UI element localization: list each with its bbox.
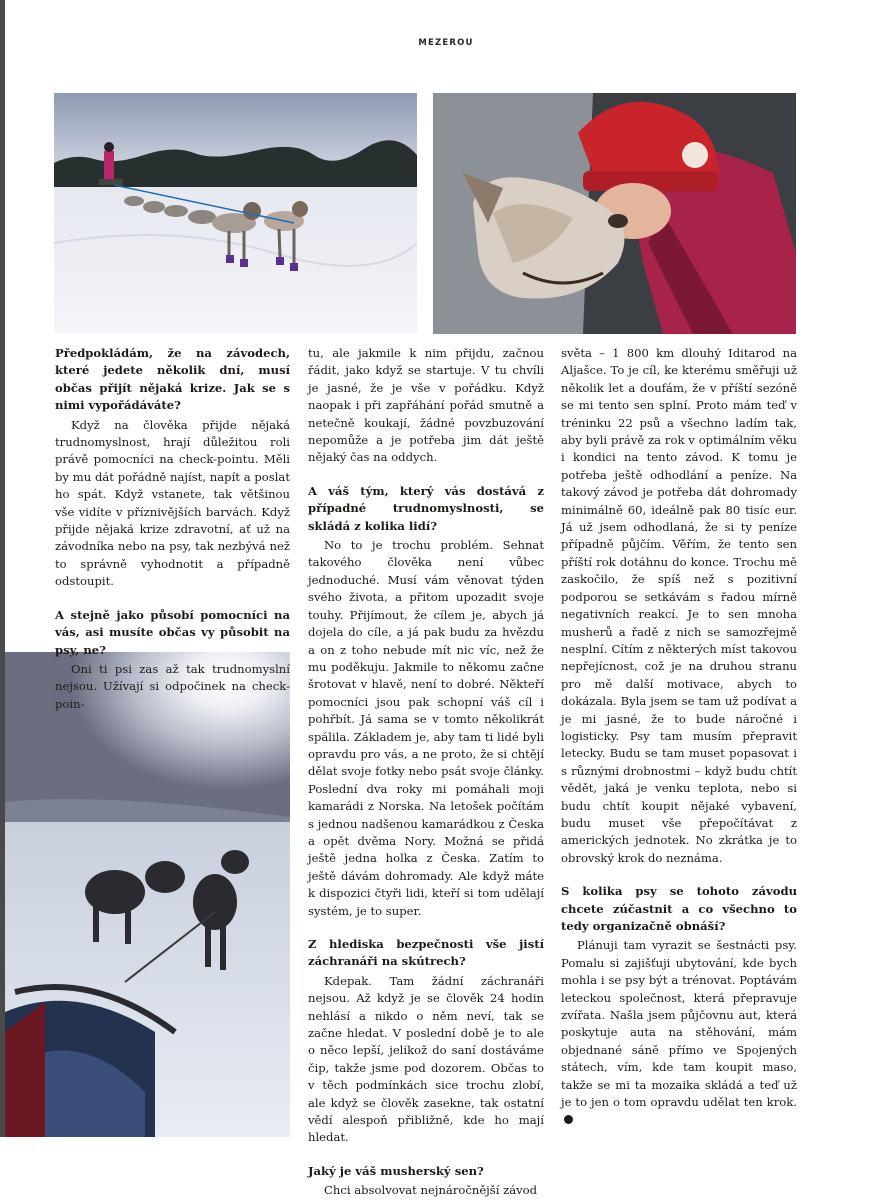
dog-sled-team-photo bbox=[54, 93, 417, 333]
musher-kissing-husky-photo bbox=[433, 93, 796, 334]
interview-question: Jaký je váš musherský sen? bbox=[308, 1163, 484, 1178]
interview-answer: světa – 1 800 km dlouhý Iditarod na Aljašce. To je cíl, ke kterému směřuji už několik let a doufám, že v příští sezóně se mi tento sen splní. Proto mám teď v tréninku 22 psů a všechno ladím tak, aby byli právě za rok v optimálním věku i kondici na tento závod. K tomu je potřeba ještě odhodlání a peníze. Na takový závod je potřeba dát dohromady minimálně 60, ideálně pak 80 tisíc eur. Já už jsem odhodlaná, že si ty peníze případně půjčím. Věřím, že tento sen příští rok dotáhnu do konce. Trochu mě zaskočilo, že spíš než s pozitivní podporou se setkávám s řadou mírně negativních reakcí. Je to sen mnoha musherů a řadě z nich se samozřejmě nesplní. Cítím z některých míst takovou nepřejícnost, což je na druhou stranu pro mě další motivace, abych to dokázala. Byla jsem se tam už podívat a je mi jasné, že to bude náročné i logisticky. Psy tam musím přepravit letecky. Budu se tam muset popasovat i s různými drobnostmi – když budu chtít vědět, jaká je venku teplota, nebo si budu chtít koupit nějaké vybavení, budu muset vše přepočítávat z amerických jednotek. No zkrátka je to obrovský krok do neznáma. bbox=[561, 346, 797, 865]
answer-text: Plánuji tam vyrazit se šestnácti psy. Pomalu si zajišťuji ubytování, kde bych mohla i se psy být a trénovat. Poptávám leteckou společnost, která přepravuje zvířata. Našla jsem půjčovnu aut, která poskytuje auta na stěhování, mám objednané sáně přímo ve Spojených státech, vím, kde tam koupit maso, takže se mi ta mozaika skládá a teď už je to jen o tom opravdu udělat ten krok. bbox=[561, 938, 797, 1110]
interview-question: S kolika psy se tohoto závodu chcete zúčastnit a co všechno to tedy organizačně obnáší? bbox=[561, 884, 797, 933]
interview-answer: Když na člověka přijde nějaká trudnomyslnost, hrají důležitou roli právě pomocníci na check-pointu. Měli by mu dát pořádně najíst, napít a poslat ho spát. Když vstanete, tak většinou vše vidíte v příznivějších barvách. Když přijde nějaká krize zdravotní, ať už na závodníka nebo na psy, tak nezbývá než to správně vyhodnotit a případně odstoupit. bbox=[55, 417, 290, 589]
interview-question: A váš tým, který vás dostává z případné trudnomyslnosti, se skládá z kolika lidí? bbox=[308, 483, 544, 533]
section-header: MEZEROU bbox=[418, 38, 474, 48]
interview-answer: tu, ale jakmile k nim přijdu, začnou řádit, jako když se startuje. V tu chvíli je jasné, že je vše v pořádku. Když naopak i při zapřáhání pořád smutně a netečně koukají, žádné povzbuzování nepomůže a je potřeba jim dát ještě nějaký čas na oddych. bbox=[308, 346, 544, 465]
article-column-1 bbox=[55, 345, 290, 713]
interview-question: Z hlediska bezpečnosti vše jistí záchranáři na skútrech? bbox=[308, 937, 544, 969]
sled-ride-sunlight-photo bbox=[5, 652, 290, 1137]
article-column-2 bbox=[308, 345, 544, 1200]
interview-answer: Chci absolvovat nejnáročnější závod bbox=[324, 1183, 538, 1198]
interview-answer: Oni ti psi zas až tak trudnomyslní nejsou. Užívají si odpočinek na check-poin- bbox=[55, 661, 290, 711]
interview-answer: No to je trochu problém. Sehnat takového člověka není vůbec jednoduché. Musí vám věnovat týden svého života, a přitom upozadit svoje touhy. Přijímout, že cílem je, abych já dojela do cíle, a já pak budu za hvězdu a on z toho nebude mít nic víc, než že mu poděkuju. Jakmile to někomu začne šrotovat v hlavě, není to dobré. Někteří pomocníci jsou pak schopní váš cíl i pohřbít. Já sama se v tomto několikrát spálila. Základem je, aby tam ti lidé byli opravdu pro vás, a ne proto, že si chtějí dělat svoje fotky nebo psát svoje články. Poslední dva roky mi pomáhali moji kamarádi z Norska. Na letošek počítám s jednou nadšenou kamarádkou z Česka a opět dvěma Nory. Možná se přidá ještě jedna holka z Česka. Zatím to ještě dávám dohromady. Ale když máte k dispozici čtyři lidi, kteří si tom udělají systém, je to super. bbox=[308, 538, 544, 918]
interview-answer bbox=[561, 937, 797, 1128]
interview-answer: Kdepak. Tam žádní záchranáři nejsou. Až když je se člověk 24 hodin nehlásí a nikdo o něm neví, tak se začne hledat. V poslední době je to ale o něco lepší, jelikož do saní dostáváme čip, takže jsme pod dozorem. Občas to v těch podmínkách sice trochu zlobí, ale když se člověk zasekne, tak ostatní vědí alespoň přibližně, kde ho mají hledat. bbox=[308, 973, 544, 1145]
interview-question: A stejně jako působí pomocníci na vás, asi musíte občas vy působit na psy, ne? bbox=[55, 607, 290, 657]
end-of-article-icon bbox=[564, 1115, 573, 1124]
article-column-3 bbox=[561, 345, 797, 1129]
interview-question: Předpokládám, že na závodech, které jedete několik dní, musí občas přijít nějaká krize. Jak se s nimi vypořádáváte? bbox=[55, 346, 290, 413]
